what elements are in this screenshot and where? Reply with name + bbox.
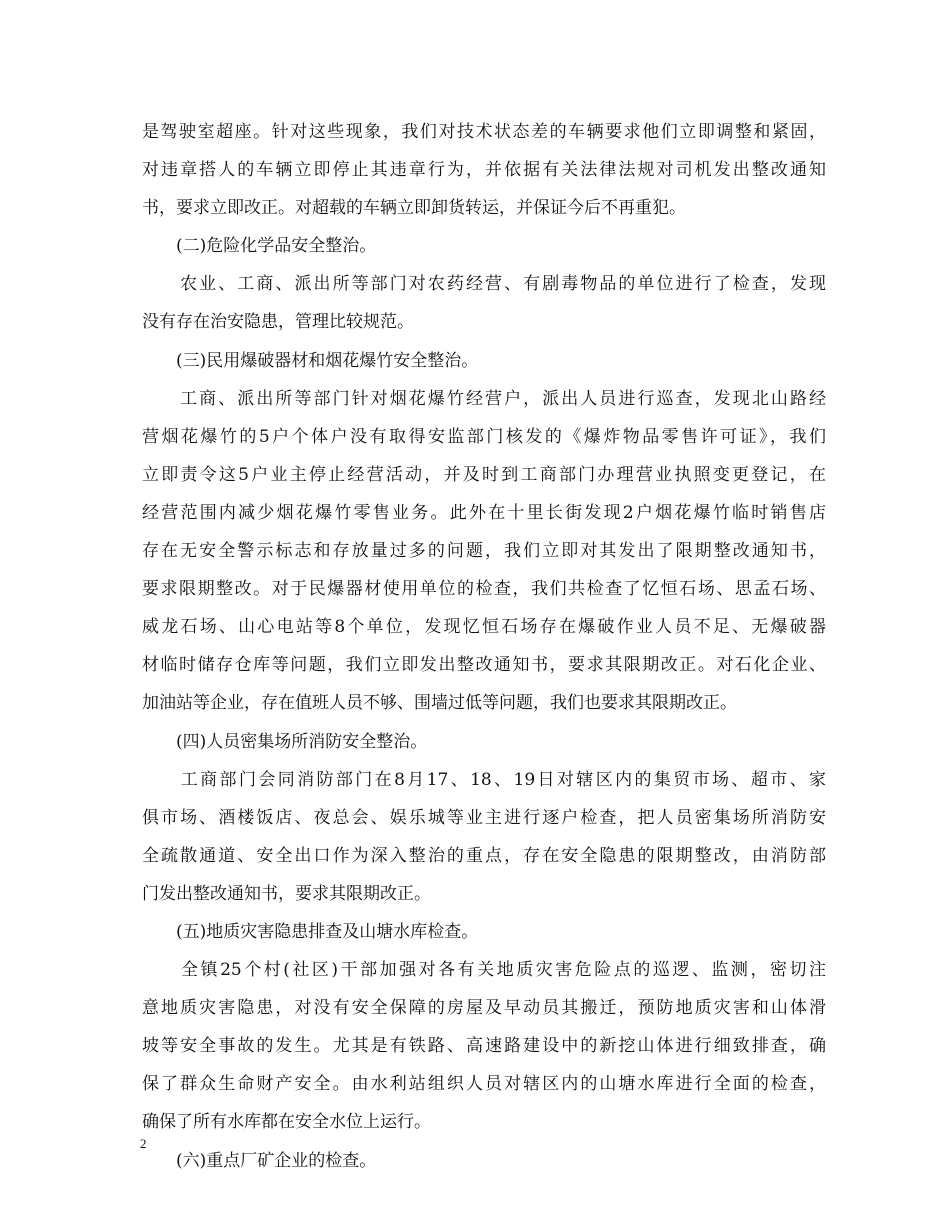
paragraph-line: 工商部门会同消防部门在8月17、18、19日对辖区内的集贸市场、超市、家 [142,769,826,790]
paragraph-line: 营烟花爆竹的5户个体户没有取得安监部门核发的《爆炸物品零售许可证》，我们 [142,426,826,447]
paragraph-line: 俱市场、酒楼饭店、夜总会、娱乐城等业主进行逐户检查，把人员密集场所消防安 [142,807,826,828]
paragraph-line: 要求限期整改。对于民爆器材使用单位的检查，我们共检查了忆恒石场、思孟石场、 [142,579,826,600]
paragraph-line: 存在无安全警示标志和存放量过多的问题，我们立即对其发出了限期整改通知书， [142,541,826,562]
paragraph-line: 确保了所有水库都在安全水位上运行。 [142,1112,431,1133]
paragraph-line: 书，要求立即改正。对超载的车辆立即卸货转运，并保证今后不再重犯。 [142,198,686,219]
page-number: 2 [140,1136,147,1151]
paragraph-line: 经营范围内减少烟花爆竹零售业务。此外在十里长街发现2户烟花爆竹临时销售店 [142,502,826,523]
paragraph-line: 全疏散通道、安全出口作为深入整治的重点，存在安全隐患的限期整改，由消防部 [142,845,826,866]
paragraph-line: 农业、工商、派出所等部门对农药经营、有剧毒物品的单位进行了检查，发现 [142,274,826,295]
paragraph-line: 门发出整改通知书，要求其限期改正。 [142,883,431,904]
paragraph-line: 全镇25个村(社区)干部加强对各有关地质灾害危险点的巡逻、监测，密切注 [142,960,826,981]
paragraph-line: 是驾驶室超座。针对这些现象，我们对技术状态差的车辆要求他们立即调整和紧固， [142,122,826,142]
paragraph-line: 保了群众生命财产安全。由水利站组织人员对辖区内的山塘水库进行全面的检查， [142,1074,826,1095]
section-heading: (二)危险化学品安全整治。 [142,236,377,257]
paragraph-line: 意地质灾害隐患，对没有安全保障的房屋及早动员其搬迁，预防地质灾害和山体滑 [142,998,826,1019]
paragraph-line: 坡等安全事故的发生。尤其是有铁路、高速路建设中的新挖山体进行细致排查，确 [142,1036,826,1057]
paragraph-line: 没有存在治安隐患，管理比较规范。 [142,312,414,333]
section-heading: (六)重点厂矿企业的检查。 [142,1150,377,1171]
paragraph-line: 工商、派出所等部门针对烟花爆竹经营户，派出人员进行巡查，发现北山路经 [142,388,826,409]
paragraph-line: 威龙石场、山心电站等8个单位，发现忆恒石场存在爆破作业人员不足、无爆破器 [142,617,826,638]
paragraph-line: 立即责令这5户业主停止经营活动，并及时到工商部门办理营业执照变更登记，在 [142,464,826,485]
section-heading: (三)民用爆破器材和烟花爆竹安全整治。 [142,350,479,371]
section-heading: (五)地质灾害隐患排查及山塘水库检查。 [142,921,479,942]
paragraph-line: 材临时储存仓库等问题，我们立即发出整改通知书，要求其限期改正。对石化企业、 [142,655,826,676]
document-body [142,113,826,1180]
section-heading: (四)人员密集场所消防安全整治。 [142,731,428,752]
paragraph-line: 加油站等企业，存在值班人员不够、围墙过低等问题，我们也要求其限期改正。 [142,693,737,714]
paragraph-line: 对违章搭人的车辆立即停止其违章行为，并依据有关法律法规对司机发出整改通知 [142,160,826,181]
